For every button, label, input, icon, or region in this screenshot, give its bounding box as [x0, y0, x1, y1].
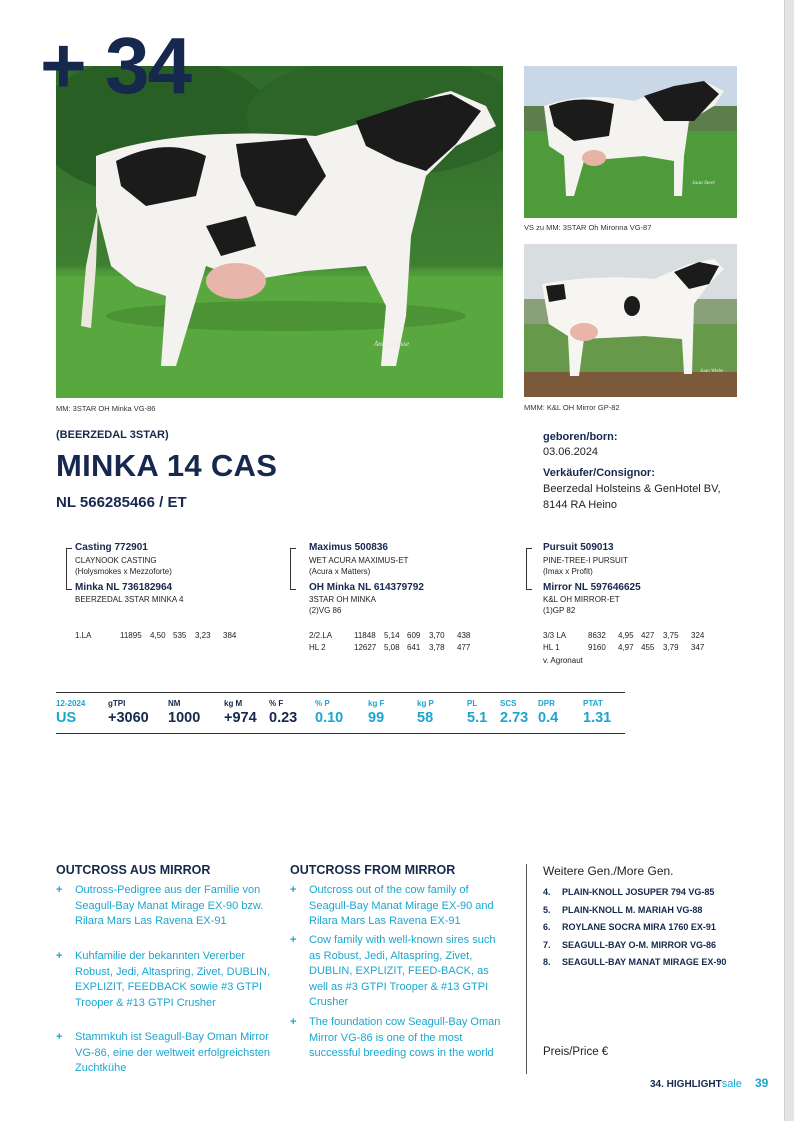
lot-number: + 34	[40, 21, 190, 110]
perf2-cell: 3,78	[429, 643, 445, 652]
index-value: 1.31	[583, 710, 612, 726]
more-gen-text: SEAGULL-BAY O-M. MIRROR VG-86	[562, 939, 717, 950]
perf3-cell: 4,97	[618, 643, 634, 652]
pedigree-bracket-3	[526, 548, 532, 590]
outcross-en-item-2: + Cow family with well-known sires such as Robust, Jedi, Altaspring, Zivet, DUBLIN, EXPLIZIT, FEED-BACK, as well as #3 GTPI Trooper & #13 GTPI Crusher	[290, 934, 496, 1008]
page-number: 39	[755, 1076, 769, 1090]
animal-prefix: (BEERZEDAL 3STAR)	[56, 429, 169, 441]
dam-3-class: (1)GP 82	[543, 606, 576, 615]
dam-2: OH Minka NL 614379792	[309, 582, 424, 593]
pedigree-col3	[543, 542, 641, 616]
index-bottom-rule	[56, 733, 625, 734]
footer-brand	[650, 1078, 742, 1090]
top-right-signature: Jaan Steel	[692, 180, 715, 186]
consignor-line1: Beerzedal Holsteins & GenHotel BV,	[543, 483, 721, 495]
index-label: % F	[269, 699, 284, 708]
index-label: gTPI	[108, 699, 126, 708]
consignor-line2: 8144 RA Heino	[543, 499, 617, 511]
index-label: PTAT	[583, 699, 603, 708]
perf2-cell: 5,08	[384, 643, 400, 652]
footer-brand-bold: 34. HIGHLIGHT	[650, 1079, 722, 1090]
more-gen-number: 6.	[543, 922, 551, 932]
perf1-cell: 535	[173, 631, 187, 640]
index-value: 0.10	[315, 710, 344, 726]
bottom-right-signature: Jaan Wiebe	[700, 369, 724, 374]
more-gen-item	[543, 887, 714, 897]
more-gen-number: 4.	[543, 887, 551, 897]
more-gen-item	[543, 922, 716, 932]
main-photo-caption: MM: 3STAR OH Minka VG-86	[56, 404, 156, 413]
index-value: 99	[368, 710, 385, 726]
dam-3-note: v. Agronaut	[543, 656, 583, 665]
index-label: % P	[315, 699, 330, 708]
dam-3: Mirror NL 597646625	[543, 582, 641, 593]
top-right-photo-caption: VS zu MM: 3STAR Oh Mironna VG-87	[524, 223, 652, 232]
sire-2: Maximus 500836	[309, 542, 388, 553]
outcross-de-item-3: + Stammkuh ist Seagull-Bay Oman Mirror VG-86, eine der weltweit erfolgreichsten Zuchtkühe	[56, 1031, 271, 1074]
registration-number: NL 566285466 / ET	[56, 494, 187, 511]
index-value: 2.73	[500, 710, 529, 726]
main-cow-photo	[56, 66, 503, 398]
sire-3-parents: (Imax x Profit)	[543, 567, 593, 576]
perf3-cell: HL 1	[543, 643, 560, 652]
perf3-cell: 3,75	[663, 631, 679, 640]
main-photo-signature: Anna Joosse	[374, 340, 410, 348]
index-value: US	[56, 710, 77, 726]
perf3-cell: 427	[641, 631, 655, 640]
sire-1-parents: (Holysmokes x Mezzoforte)	[75, 567, 172, 576]
more-gen-text: PLAIN-KNOLL JOSUPER 794 VG-85	[562, 887, 715, 897]
more-gen-number: 8.	[543, 957, 551, 967]
perf1-cell: 4,50	[150, 631, 166, 640]
more-gen-number: 7.	[543, 939, 551, 950]
index-value: 5.1	[467, 710, 488, 726]
footer-brand-light: sale	[721, 1078, 742, 1090]
sire-1-full: CLAYNOOK CASTING	[75, 556, 157, 565]
sire-2-parents: (Acura x Matters)	[309, 567, 371, 576]
index-value: 0.23	[269, 710, 298, 726]
column-divider	[526, 864, 527, 1074]
dam-1: Minka NL 736182964	[75, 582, 173, 593]
pedigree-col2	[309, 542, 424, 616]
dam-3-full: K&L OH MIRROR-ET	[543, 595, 620, 604]
born-value: 03.06.2024	[543, 446, 599, 458]
index-value: 0.4	[538, 710, 559, 726]
outcross-de-item-1: + Outross-Pedigree aus der Familie von Seagull-Bay Manat Mirage EX-90 bzw. Rilara Mars Las Ravena EX-91	[56, 884, 264, 927]
perf3-cell: 8632	[588, 631, 606, 640]
perf2-cell: 5,14	[384, 631, 400, 640]
perf3-cell: 3/3 LA	[543, 631, 567, 640]
outcross-de-item-2: + Kuhfamilie der bekannten Vererber Robust, Jedi, Altaspring, Zivet, DUBLIN, EXPLIZIT, FEEDBACK sowie #3 GTPI Trooper & #13 GTPI Crusher	[56, 950, 271, 1009]
sire-3: Pursuit 509013	[543, 542, 614, 553]
price-label: Preis/Price €	[543, 1046, 609, 1058]
perf1-cell: 3,23	[195, 631, 211, 640]
index-label: DPR	[538, 699, 555, 708]
perf2-cell: 3,70	[429, 631, 445, 640]
more-gen-number: 5.	[543, 904, 551, 915]
sire-2-full: WET ACURA MAXIMUS-ET	[309, 556, 409, 565]
dam-2-class: (2)VG 86	[309, 606, 342, 615]
pedigree-bracket-1	[66, 548, 72, 590]
perf2-cell: 11848	[354, 631, 376, 640]
index-label: kg P	[417, 699, 434, 708]
sire-1: Casting 772901	[75, 542, 148, 553]
bottom-right-photo-caption: MMM: K&L OH Mirror GP-82	[524, 403, 620, 412]
born-label: geboren/born:	[543, 431, 618, 443]
perf3-cell: 4,95	[618, 631, 634, 640]
more-gen-item	[543, 957, 726, 967]
perf3-cell: 9160	[588, 643, 606, 652]
top-right-cow-photo	[524, 66, 737, 218]
perf3-cell: 324	[691, 631, 705, 640]
page-edge	[784, 0, 794, 1121]
more-gen-item	[543, 940, 716, 950]
index-label: PL	[467, 699, 478, 708]
perf3-cell: 3,79	[663, 643, 679, 652]
more-gen-title: Weitere Gen./More Gen.	[543, 864, 674, 878]
perf2-cell: 2/2.LA	[309, 631, 333, 640]
perf1-cell: 1.LA	[75, 631, 92, 640]
outcross-de-title: OUTCROSS AUS MIRROR	[56, 863, 211, 877]
index-label: 12-2024	[56, 699, 86, 708]
outcross-en-item-1: + Outcross out of the cow family of Seagull-Bay Manat Mirage EX-90 and Rilara Mars Las Ravena EX-91	[290, 884, 494, 927]
pedigree-col1	[75, 542, 183, 605]
perf2-cell: HL 2	[309, 643, 326, 652]
perf2-cell: 438	[457, 631, 471, 640]
index-value: 1000	[168, 710, 201, 726]
outcross-en-item-3: + The foundation cow Seagull-Bay Oman Mirror VG-86 is one of the most successful breeding cows in the world	[290, 1016, 501, 1059]
bottom-right-cow-photo	[524, 244, 737, 397]
more-gen-text: ROYLANE SOCRA MIRA 1760 EX-91	[562, 922, 716, 932]
index-label: kg M	[224, 699, 243, 708]
perf2-cell: 641	[407, 643, 421, 652]
outcross-en-title: OUTCROSS FROM MIRROR	[290, 863, 456, 877]
perf3-cell: 347	[691, 643, 705, 652]
sire-3-full: PINE-TREE-I PURSUIT	[543, 556, 628, 565]
animal-name: MINKA 14 CAS	[56, 448, 278, 483]
perf2-cell: 477	[457, 643, 471, 652]
perf2-cell: 609	[407, 631, 421, 640]
dam-2-full: 3STAR OH MINKA	[309, 595, 376, 604]
perf1-cell: 11895	[120, 631, 142, 640]
perf3-cell: 455	[641, 643, 655, 652]
more-gen-text: PLAIN-KNOLL M. MARIAH VG-88	[562, 904, 703, 915]
index-label: SCS	[500, 699, 517, 708]
dam-1-full: BEERZEDAL 3STAR MINKA 4	[75, 595, 184, 604]
index-value: +974	[224, 710, 257, 726]
index-value: 58	[417, 710, 434, 726]
consignor-label: Verkäufer/Consignor:	[543, 467, 655, 479]
index-top-rule	[56, 692, 625, 693]
pedigree-bracket-2	[290, 548, 296, 590]
index-value: +3060	[108, 710, 149, 726]
perf1-cell: 384	[223, 631, 237, 640]
more-gen-text: SEAGULL-BAY MANAT MIRAGE EX-90	[562, 957, 727, 967]
more-gen-item	[543, 905, 702, 915]
index-label: kg F	[368, 699, 385, 708]
index-label: NM	[168, 699, 181, 708]
perf2-cell: 12627	[354, 643, 377, 652]
